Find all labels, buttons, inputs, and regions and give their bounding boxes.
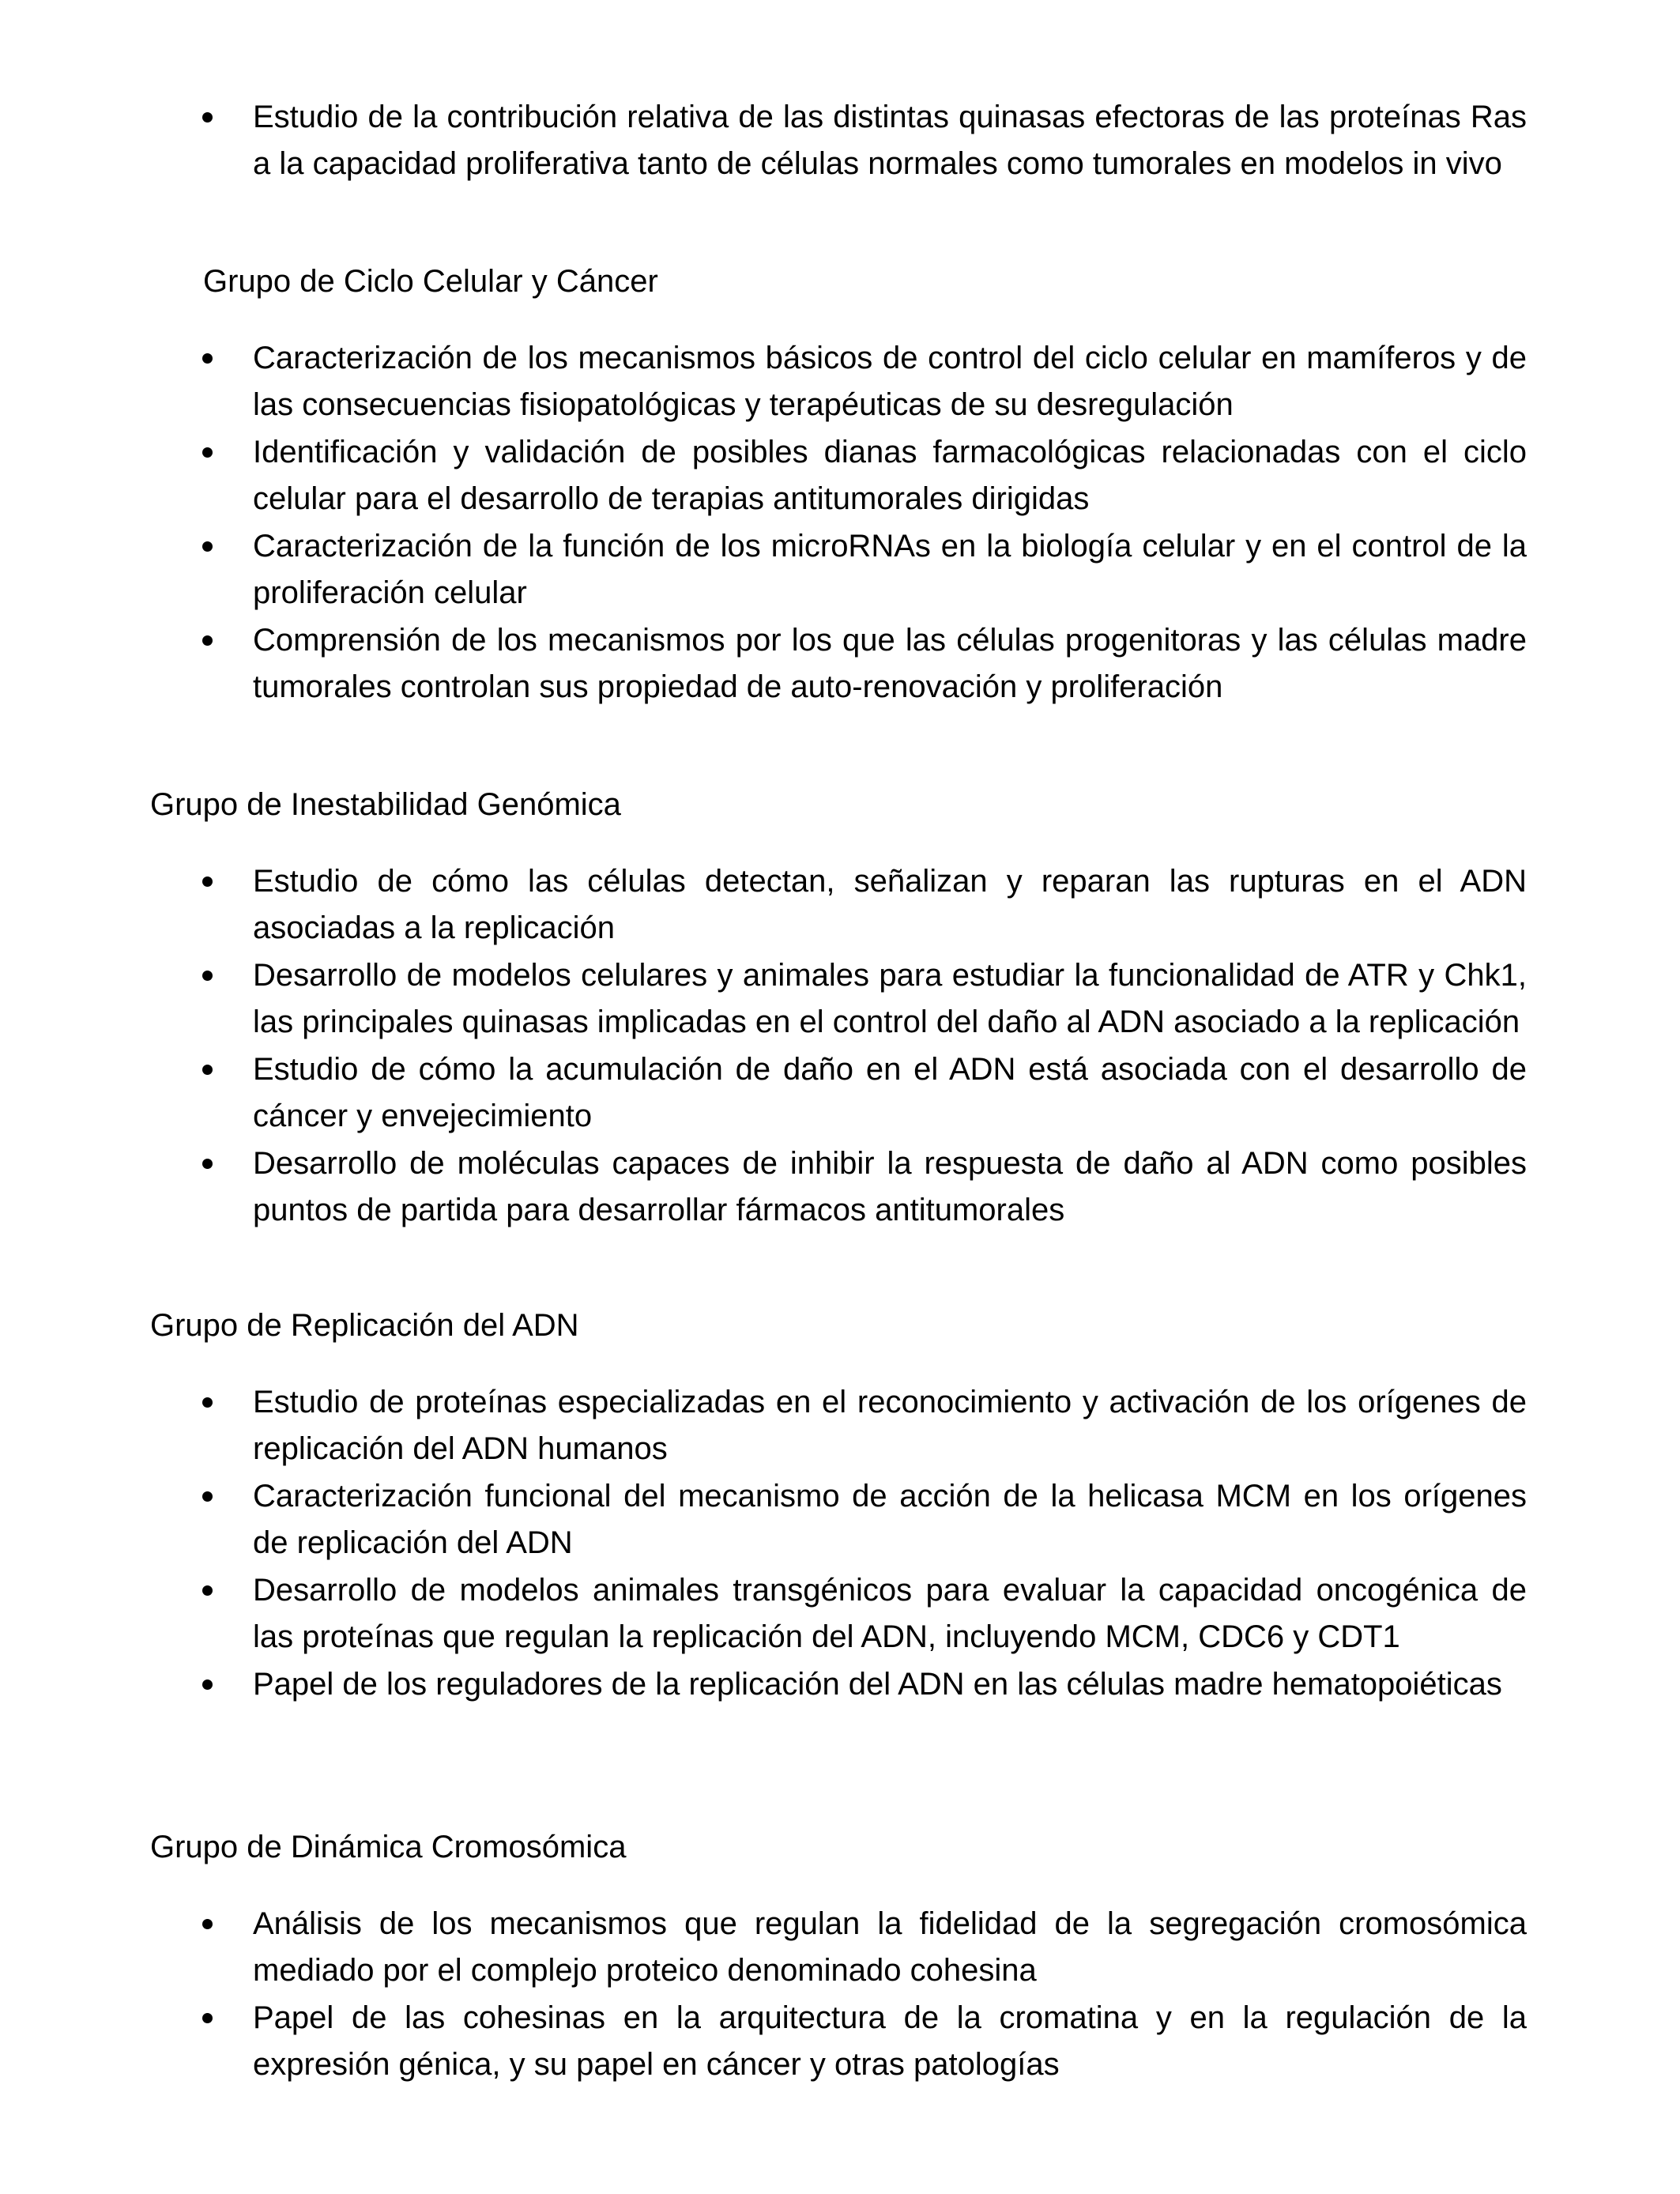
list-item bbox=[0, 1567, 1680, 1660]
bullet-icon bbox=[202, 971, 213, 981]
list-item bbox=[0, 858, 1680, 951]
list-item bbox=[0, 94, 1680, 187]
bullet-icon bbox=[202, 447, 213, 458]
list-item bbox=[0, 335, 1680, 428]
list-item-text: Desarrollo de moléculas capaces de inhibir la respuesta de daño al ADN como posibles puntos de partida para desarrollar fármacos antitumorales bbox=[253, 1146, 1527, 1227]
list-item bbox=[0, 1140, 1680, 1233]
list-item bbox=[0, 1995, 1680, 2087]
list-item-text: Papel de las cohesinas en la arquitectura de la cromatina y en la regulación de la expresión génica, y su papel en cáncer y otras patologías bbox=[253, 2000, 1527, 2082]
bullet-icon bbox=[202, 635, 213, 646]
list-item bbox=[0, 1379, 1680, 1472]
dinamica-bullet-list bbox=[0, 1901, 1680, 2089]
bullet-icon bbox=[202, 1919, 213, 1929]
inestabilidad-bullet-list bbox=[0, 858, 1680, 1235]
bullet-icon bbox=[202, 112, 213, 123]
bullet-icon bbox=[202, 1159, 213, 1169]
list-item bbox=[0, 523, 1680, 616]
bullet-icon bbox=[202, 1585, 213, 1596]
list-item-text: Estudio de cómo la acumulación de daño en el ADN está asociada con el desarrollo de cáncer y envejecimiento bbox=[253, 1052, 1527, 1133]
ciclo-bullet-list bbox=[0, 335, 1680, 711]
list-item bbox=[0, 1901, 1680, 1993]
list-item-text: Comprensión de los mecanismos por los que las células progenitoras y las células madre tumorales controlan sus propiedad de auto-renovación y proliferación bbox=[253, 623, 1527, 704]
list-item-text: Caracterización funcional del mecanismo de acción de la helicasa MCM en los orígenes de replicación del ADN bbox=[253, 1479, 1527, 1560]
list-item bbox=[0, 952, 1680, 1045]
list-item bbox=[0, 1473, 1680, 1566]
bullet-icon bbox=[202, 541, 213, 552]
list-item-text: Análisis de los mecanismos que regulan la fidelidad de la segregación cromosómica mediado por el complejo proteico denominado cohesina bbox=[253, 1906, 1527, 1988]
bullet-icon bbox=[202, 1065, 213, 1075]
replicacion-bullet-list bbox=[0, 1379, 1680, 1710]
bullet-icon bbox=[202, 2013, 213, 2023]
bullet-icon bbox=[202, 1397, 213, 1408]
bullet-icon bbox=[202, 1491, 213, 1502]
list-item-text: Desarrollo de modelos animales transgénicos para evaluar la capacidad oncogénica de las proteínas que regulan la replicación del ADN, incluyendo MCM, CDC6 y CDT1 bbox=[253, 1573, 1527, 1654]
list-item-text: Estudio de la contribución relativa de las distintas quinasas efectoras de las proteínas Ras a la capacidad proliferativa tanto de células normales como tumorales en modelos in vivo bbox=[253, 100, 1527, 181]
list-item-text: Estudio de proteínas especializadas en el reconocimiento y activación de los orígenes de replicación del ADN humanos bbox=[253, 1385, 1527, 1466]
section-heading-ciclo: Grupo de Ciclo Celular y Cáncer bbox=[203, 264, 658, 299]
bullet-icon bbox=[202, 876, 213, 887]
list-item-text: Identificación y validación de posibles dianas farmacológicas relacionadas con el ciclo celular para el desarrollo de terapias antitumorales dirigidas bbox=[253, 435, 1527, 516]
bullet-icon bbox=[202, 1679, 213, 1690]
section-heading-dinamica: Grupo de Dinámica Cromosómica bbox=[150, 1830, 627, 1864]
list-item-text: Caracterización de la función de los microRNAs en la biología celular y en el control de la proliferación celular bbox=[253, 529, 1527, 610]
list-item-text: Estudio de cómo las células detectan, señalizan y reparan las rupturas en el ADN asociadas a la replicación bbox=[253, 864, 1527, 945]
list-item bbox=[0, 617, 1680, 710]
bullet-icon bbox=[202, 353, 213, 364]
list-item bbox=[0, 1661, 1680, 1708]
list-item bbox=[0, 429, 1680, 522]
section-heading-inestabilidad: Grupo de Inestabilidad Genómica bbox=[150, 787, 621, 822]
list-item bbox=[0, 1046, 1680, 1139]
list-item-text: Papel de los reguladores de la replicación del ADN en las células madre hematopoiéticas bbox=[253, 1667, 1502, 1702]
list-item-text: Desarrollo de modelos celulares y animales para estudiar la funcionalidad de ATR y Chk1, las principales quinasas implicadas en el control del daño al ADN asociado a la replicación bbox=[253, 958, 1527, 1039]
section-heading-replicacion: Grupo de Replicación del ADN bbox=[150, 1308, 579, 1343]
intro-bullet-list bbox=[0, 94, 1680, 188]
list-item-text: Caracterización de los mecanismos básicos de control del ciclo celular en mamíferos y de las consecuencias fisiopatológicas y terapéuticas de su desregulación bbox=[253, 341, 1527, 422]
